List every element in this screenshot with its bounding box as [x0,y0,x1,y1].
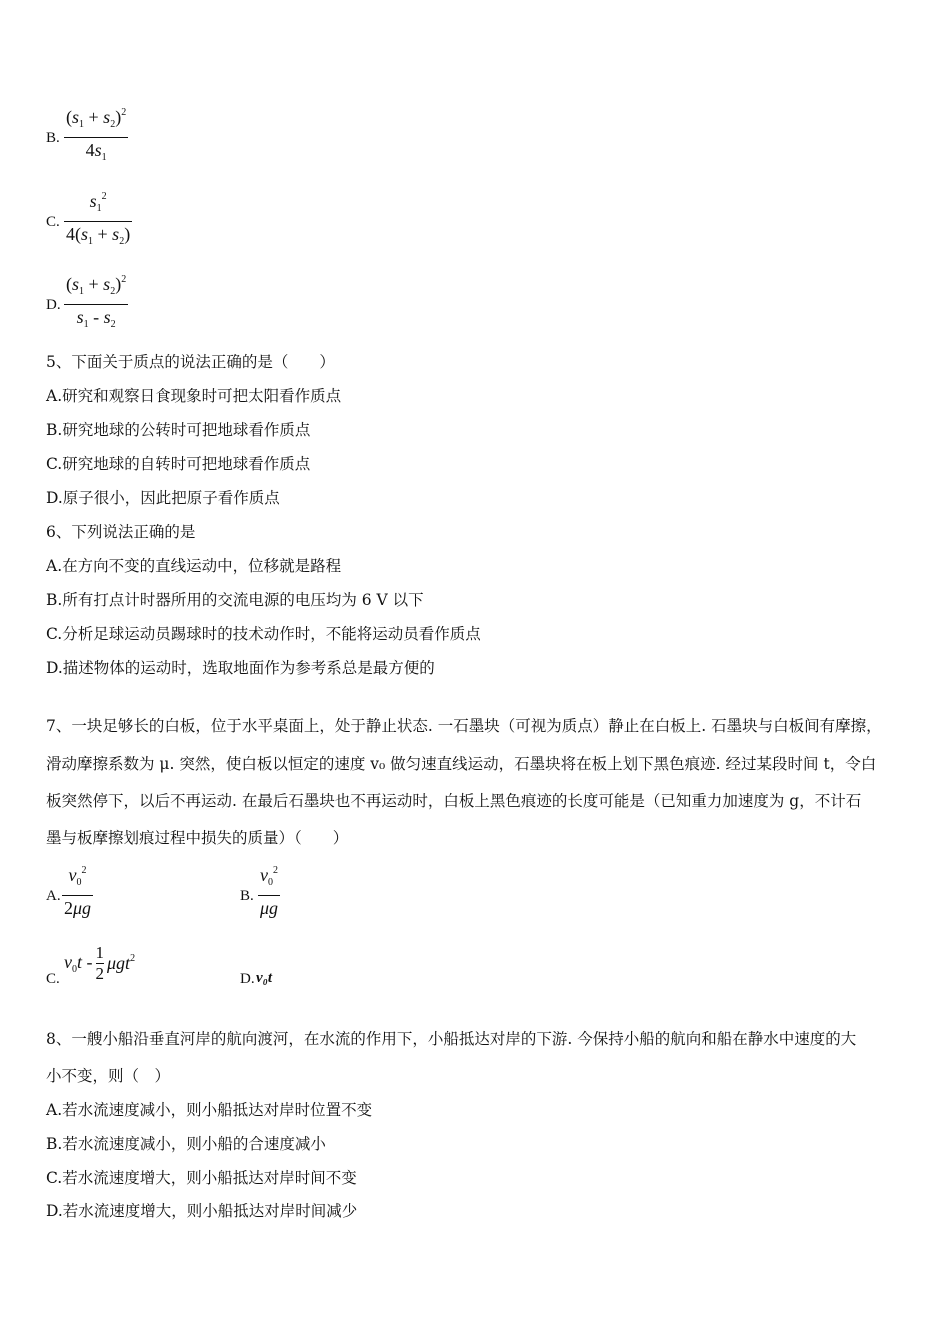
q7-option-c-label: C. [46,971,60,987]
q7-option-a-formula: $v_0^2$ 2μg [64,865,92,918]
q8-stem-line-2: 小不变，则（ ） [46,1067,171,1085]
q5-option-c: C.研究地球的自转时可把地球看作质点 [46,455,311,473]
q7-option-a-label: A. [46,888,61,904]
q7-option-d-label: D. [240,971,255,987]
q5-option-a: A.研究和观察日食现象时可把太阳看作质点 [46,387,342,405]
q4-option-d-label: D. [46,297,61,313]
q8-option-c: C.若水流速度增大，则小船抵达对岸时间不变 [46,1169,357,1187]
q7-option-c-formula: $v_0t$ - $\frac{1}{2}$ μgt$^2$ [64,943,136,983]
q7-option-b-label: B. [240,888,254,904]
q4-option-c-formula: $s_1^2$ $4(s_1 + s_2)$ [66,191,131,247]
q8-option-d: D.若水流速度增大，则小船抵达对岸时间减少 [46,1202,358,1220]
q5-option-b: B.研究地球的公转时可把地球看作质点 [46,421,311,439]
q5-stem: 5、下面关于质点的说法正确的是（ ） [46,353,335,371]
q8-option-b: B.若水流速度减小，则小船的合速度减小 [46,1135,326,1153]
q7-option-d-formula: v₀t [256,970,273,986]
q7-stem-line-4: 墨与板摩擦划痕过程中损失的质量）（ ） [46,829,349,847]
q5-option-d: D.原子很小，因此把原子看作质点 [46,489,280,507]
q4-option-d-formula: $(s_1 + s_2)^2$ $s_1 - s_2$ [66,274,127,330]
q6-option-d: D.描述物体的运动时，选取地面作为参考系总是最方便的 [46,659,435,677]
q7-option-b-formula: $v_0^2$ μg [260,865,279,918]
q6-stem: 6、下列说法正确的是 [46,523,196,541]
q6-option-c: C.分析足球运动员踢球时的技术动作时，不能将运动员看作质点 [46,625,481,643]
q4-option-b-formula: $(s_1 + s_2)^2$ $4s_1$ [66,107,127,163]
q8-stem-line-1: 8、一艘小船沿垂直河岸的航向渡河，在水流的作用下，小船抵达对岸的下游. 今保持小船的航向和船在静水中速度的大 [46,1030,857,1048]
q4-option-c-label: C. [46,214,60,230]
q6-option-a: A.在方向不变的直线运动中，位移就是路程 [46,557,342,575]
q4-option-b-label: B. [46,130,60,146]
q7-stem-line-2: 滑动摩擦系数为 μ. 突然，使白板以恒定的速度 v₀ 做匀速直线运动，石墨块将在板上划下黑色痕迹. 经过某段时间 t，令白 [46,755,877,773]
q7-stem-line-1: 7、一块足够长的白板，位于水平桌面上，处于静止状态. 一石墨块（可视为质点）静止在白板上. 石墨块与白板间有摩擦， [46,717,882,735]
q6-option-b: B.所有打点计时器所用的交流电源的电压均为 6 V 以下 [46,591,424,609]
q7-stem-line-3: 板突然停下，以后不再运动. 在最后石墨块也不再运动时，白板上黑色痕迹的长度可能是（已知重力加速度为 g，不计石 [46,792,862,810]
q8-option-a: A.若水流速度减小，则小船抵达对岸时位置不变 [46,1101,373,1119]
